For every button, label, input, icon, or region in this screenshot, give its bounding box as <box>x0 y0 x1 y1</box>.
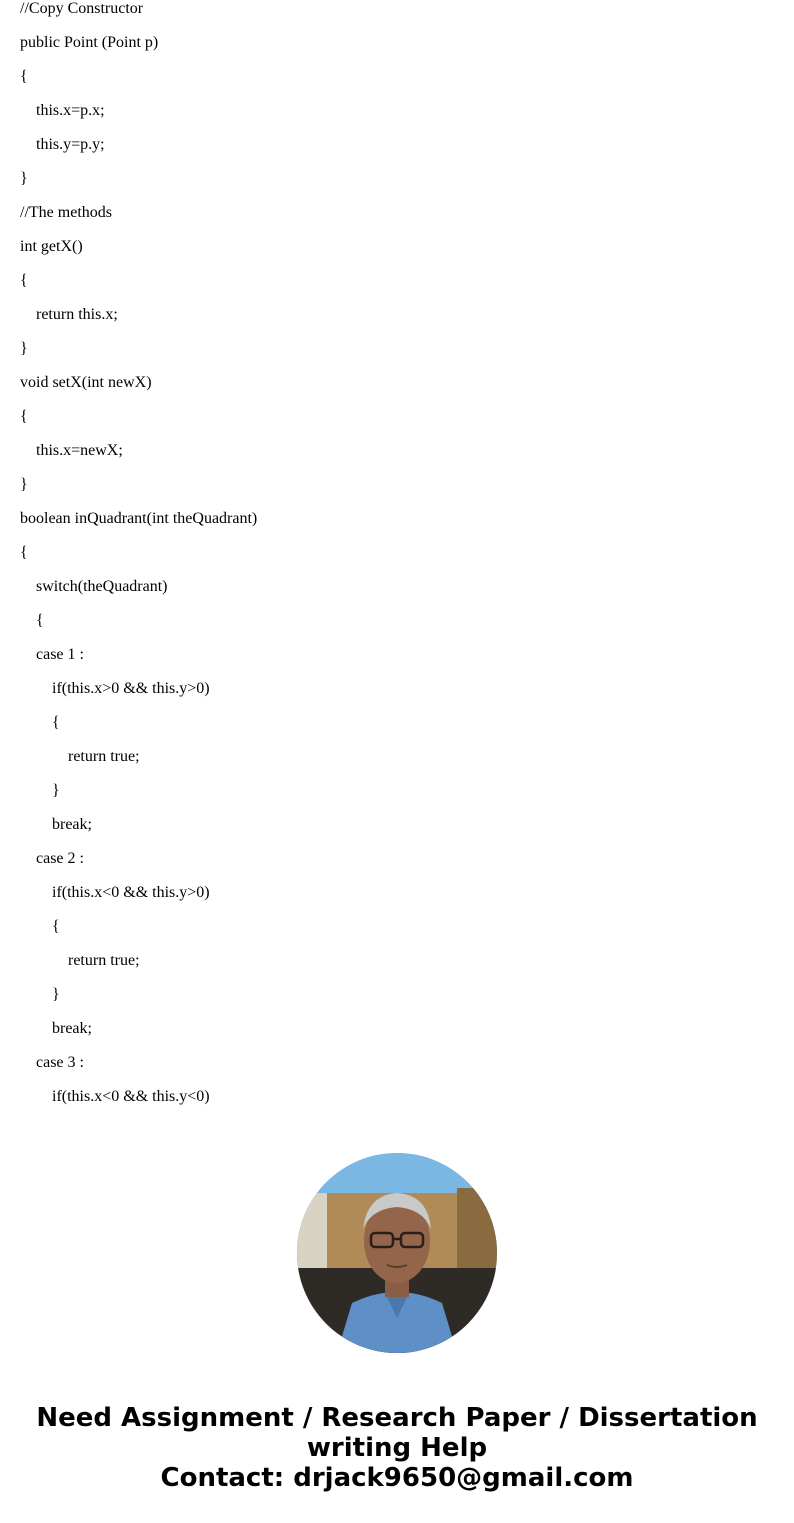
code-line: } <box>20 476 28 493</box>
code-line: this.x=newX; <box>36 442 123 459</box>
code-line: { <box>52 918 60 935</box>
code-line: break; <box>52 816 92 833</box>
code-line: case 2 : <box>36 850 84 867</box>
code-line: switch(theQuadrant) <box>36 578 168 595</box>
code-line: if(this.x<0 && this.y>0) <box>52 884 210 901</box>
code-line: } <box>52 782 60 799</box>
code-line: { <box>20 272 28 289</box>
code-line: return true; <box>68 748 140 765</box>
code-line: { <box>20 544 28 561</box>
code-line: public Point (Point p) <box>20 34 159 51</box>
code-line: boolean inQuadrant(int theQuadrant) <box>20 510 258 527</box>
code-line: if(this.x<0 && this.y<0) <box>52 1088 210 1105</box>
code-line: return true; <box>68 952 140 969</box>
code-line: } <box>52 986 60 1003</box>
code-listing <box>20 0 780 1114</box>
code-line: { <box>20 68 28 85</box>
code-line: { <box>36 612 44 629</box>
code-line: return this.x; <box>36 306 118 323</box>
promo-line-1: Need Assignment / Research Paper / Dissertation <box>36 1403 758 1433</box>
code-line: { <box>20 408 28 425</box>
portrait-icon <box>297 1153 497 1353</box>
code-line: int getX() <box>20 238 83 255</box>
author-avatar <box>297 1153 497 1353</box>
code-line: case 3 : <box>36 1054 84 1071</box>
code-line: if(this.x>0 && this.y>0) <box>52 680 210 697</box>
code-line: //The methods <box>20 204 112 221</box>
promo-contact: Contact: drjack9650@gmail.com <box>160 1463 634 1493</box>
code-line: void setX(int newX) <box>20 374 152 391</box>
code-line: case 1 : <box>36 646 84 663</box>
code-line: { <box>52 714 60 731</box>
code-line: } <box>20 340 28 357</box>
code-line: this.x=p.x; <box>36 102 105 119</box>
code-line: this.y=p.y; <box>36 136 105 153</box>
code-line: //Copy Constructor <box>20 0 144 17</box>
code-line: break; <box>52 1020 92 1037</box>
promo-line-2: writing Help <box>306 1433 488 1463</box>
promo-banner <box>0 1403 794 1493</box>
code-line: } <box>20 170 28 187</box>
